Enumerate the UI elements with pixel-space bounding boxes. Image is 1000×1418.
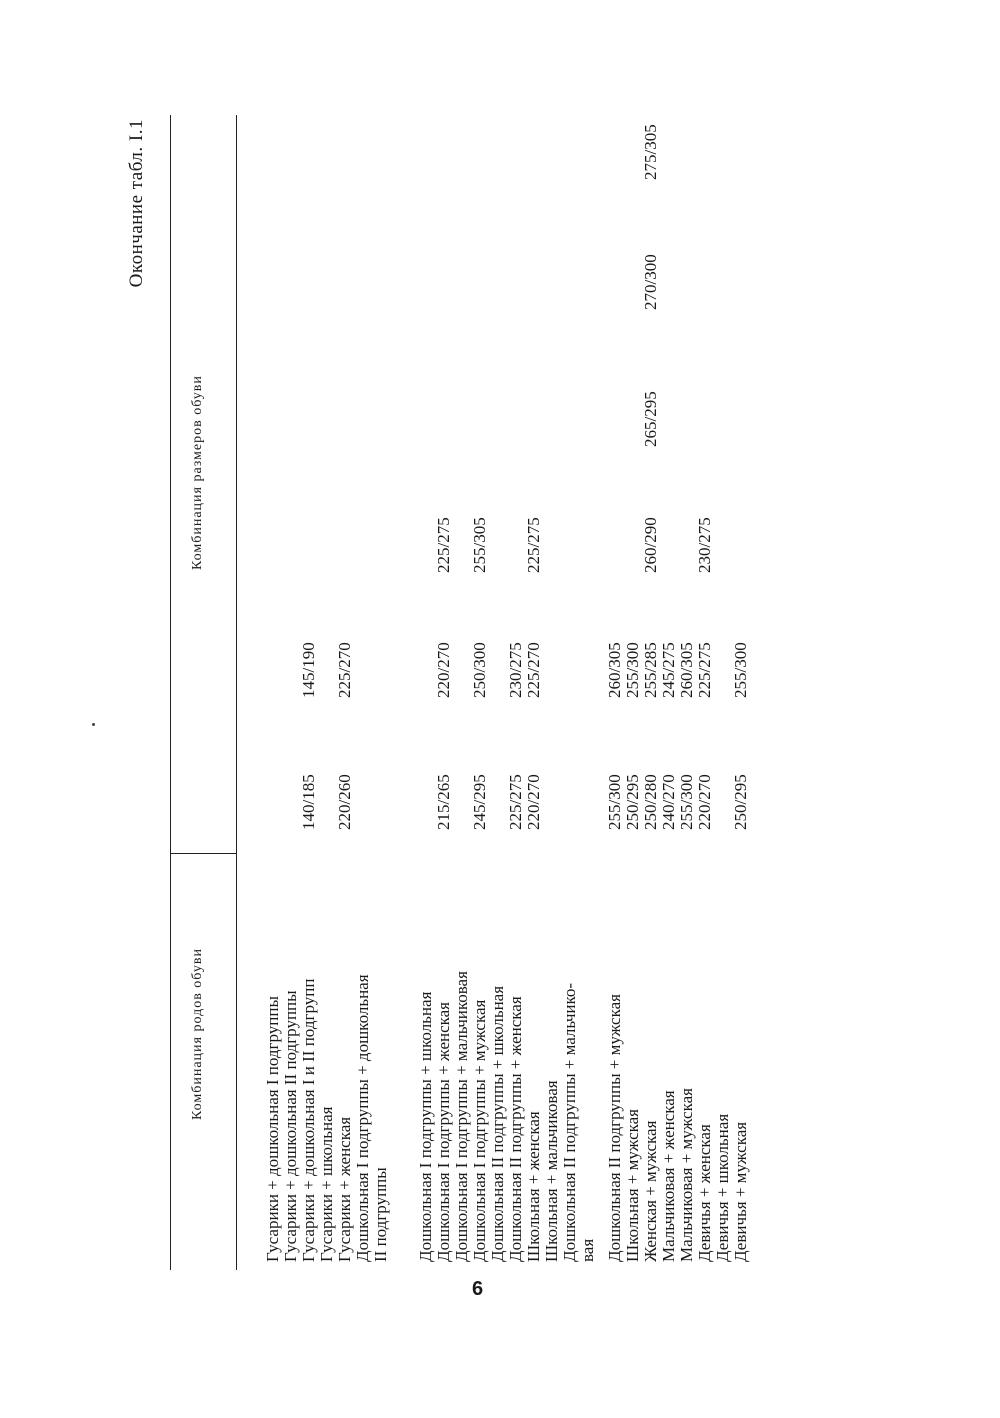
size-combination: 255/285	[641, 642, 660, 698]
size-combination: 245/275	[659, 642, 678, 698]
size-combination: 255/300	[605, 774, 624, 830]
size-combination: 255/300	[623, 642, 642, 698]
size-combination: 245/295	[470, 774, 489, 830]
size-combination: 225/270	[524, 642, 543, 698]
size-combination: 240/270	[659, 774, 678, 830]
page-number: 6	[472, 1278, 484, 1300]
size-combination: 220/270	[434, 642, 453, 698]
size-combination: 225/275	[506, 774, 525, 830]
size-combination: 140/185	[299, 774, 318, 830]
scan-speck	[92, 723, 95, 726]
size-combination: 260/305	[605, 642, 624, 698]
size-combination: 260/305	[677, 642, 696, 698]
size-combination: 255/300	[677, 774, 696, 830]
size-combination: 265/295	[641, 391, 660, 447]
size-combination: 230/275	[506, 642, 525, 698]
header-shoe-sizes: Комбинация размеров обуви	[190, 375, 205, 570]
size-combination: 220/270	[695, 774, 714, 830]
shoe-kind-combination: Дошкольная II подгруппы + женская	[506, 996, 525, 1262]
size-combination: 255/305	[470, 517, 489, 573]
size-combination: 220/270	[524, 774, 543, 830]
shoe-kind-combination: Дошкольная II подгруппы + мальчико-	[560, 982, 579, 1262]
shoe-kind-combination: Девичья + мужская	[731, 1121, 750, 1262]
shoe-kind-combination: Дошкольная I подгруппы + школьная	[416, 991, 435, 1262]
shoe-kind-combination: Женская + мужская	[641, 1120, 660, 1262]
size-combination: 225/270	[335, 642, 354, 698]
shoe-kind-combination: Школьная + мужская	[623, 1109, 642, 1262]
shoe-kind-combination: Гусарики + дошкольная I подгруппы	[263, 996, 282, 1262]
shoe-kind-combination: Гусарики + дошкольная I и II подгрупп	[299, 978, 318, 1262]
shoe-kind-combination: Дошкольная I подгруппы + дошкольная	[353, 974, 372, 1262]
shoe-kind-combination: Дошкольная I подгруппы + мальчиковая	[452, 971, 471, 1262]
size-combination: 225/275	[524, 517, 543, 573]
shoe-kind-combination: II подгруппы	[371, 1167, 390, 1262]
size-combination: 215/265	[434, 774, 453, 830]
shoe-kind-combination: Школьная + мальчиковая	[542, 1080, 561, 1262]
shoe-kind-combination: Гусарики + школьная	[317, 1106, 336, 1262]
size-combination: 255/300	[731, 642, 750, 698]
shoe-kind-combination: Дошкольная II подгруппы + школьная	[488, 985, 507, 1262]
size-combination: 275/305	[641, 124, 660, 180]
size-combination: 250/280	[641, 774, 660, 830]
shoe-kind-combination: Девичья + женская	[695, 1124, 714, 1262]
shoe-kind-combination: Дошкольная I подгруппы + мужская	[470, 999, 489, 1262]
size-combination: 225/275	[695, 642, 714, 698]
table-top-rule	[170, 115, 171, 1270]
header-separator	[170, 853, 236, 854]
shoe-kind-combination: Дошкольная II подгруппы + мужская	[605, 994, 624, 1262]
rotated-table	[126, 115, 750, 1270]
shoe-kind-combination: Школьная + женская	[524, 1111, 543, 1262]
size-combination: 230/275	[695, 517, 714, 573]
table-caption: Окончание табл. I.1	[126, 119, 147, 288]
shoe-kind-combination: Мальчиковая + женская	[659, 1090, 678, 1262]
size-combination: 225/275	[434, 517, 453, 573]
shoe-kind-combination: Девичья + школьная	[713, 1113, 732, 1262]
size-combination: 250/300	[470, 642, 489, 698]
size-combination: 250/295	[623, 774, 642, 830]
size-combination: 250/295	[731, 774, 750, 830]
size-combination: 260/290	[641, 517, 660, 573]
shoe-kind-combination: Мальчиковая + мужская	[677, 1088, 696, 1262]
header-shoe-kinds: Комбинация родов обуви	[190, 947, 205, 1120]
shoe-kind-combination: Гусарики + дошкольная II подгруппы	[281, 990, 300, 1262]
size-combination: 145/190	[299, 642, 318, 698]
shoe-kind-combination: Гусарики + женская	[335, 1116, 354, 1262]
shoe-kind-combination: вая	[578, 1238, 597, 1262]
size-combination: 220/260	[335, 774, 354, 830]
shoe-kind-combination: Дошкольная I подгруппы + женская	[434, 1001, 453, 1262]
size-combination: 270/300	[641, 254, 660, 310]
header-bottom-rule	[236, 115, 237, 1270]
